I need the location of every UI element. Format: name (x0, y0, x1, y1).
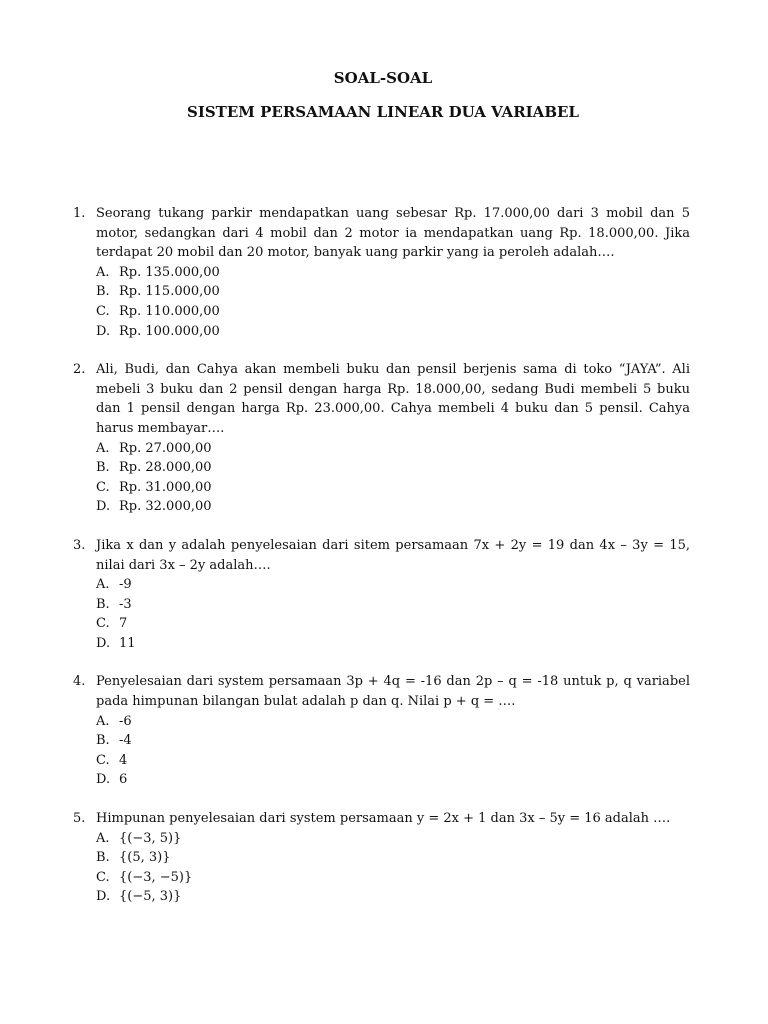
option-letter: A. (96, 264, 110, 280)
option-letter: B. (96, 850, 110, 866)
option-text: -4 (119, 733, 132, 749)
option-letter: C. (96, 303, 110, 319)
option-text: -6 (119, 713, 132, 729)
option-text: 7 (119, 616, 128, 632)
option-letter: D. (96, 889, 111, 905)
answer-options (96, 575, 690, 653)
question-number: 5. (73, 811, 86, 827)
option-letter: D. (96, 772, 111, 788)
answer-options (96, 263, 690, 341)
question-3 (73, 536, 690, 654)
option-c (96, 478, 690, 498)
option-text: {(−3, 5)} (119, 830, 182, 846)
option-letter: B. (96, 284, 110, 300)
option-b (96, 458, 690, 478)
option-letter: B. (96, 596, 110, 612)
option-a (96, 829, 690, 849)
option-c (96, 751, 690, 771)
option-b (96, 848, 690, 868)
option-a (96, 263, 690, 283)
option-letter: A. (96, 440, 110, 456)
option-letter: B. (96, 460, 110, 476)
question-text: Penyelesaian dari system persamaan 3p + 4q = -16 dan 2p – q = -18 untuk p, q variabel pada himpunan bilangan bulat adalah p dan q. Nilai p + q = …. (96, 674, 690, 710)
question-text: Seorang tukang parkir mendapatkan uang sebesar Rp. 17.000,00 dari 3 mobil dan 5 motor, sedangkan dari 4 mobil dan 2 motor ia mendapatkan uang Rp. 18.000,00. Jika terdapat 20 mobil dan 20 motor, banyak uang parkir yang ia peroleh adalah…. (96, 206, 690, 261)
option-letter: D. (96, 635, 111, 651)
option-text: 11 (119, 635, 136, 651)
question-text: Himpunan penyelesaian dari system persamaan y = 2x + 1 dan 3x – 5y = 16 adalah …. (96, 811, 671, 827)
option-text: -9 (119, 577, 132, 593)
option-letter: C. (96, 479, 110, 495)
question-5 (73, 809, 690, 907)
option-letter: C. (96, 752, 110, 768)
option-text: 4 (119, 752, 128, 768)
option-text: Rp. 28.000,00 (119, 460, 212, 476)
question-text: Jika x dan y adalah penyelesaian dari sitem persamaan 7x + 2y = 19 dan 4x – 3y = 15, nilai dari 3x – 2y adalah…. (96, 537, 690, 573)
option-letter: B. (96, 733, 110, 749)
option-c (96, 868, 690, 888)
option-text: {(5, 3)} (119, 850, 171, 866)
option-text: {(−5, 3)} (119, 889, 182, 905)
option-letter: C. (96, 616, 110, 632)
option-b (96, 282, 690, 302)
question-number: 3. (73, 537, 86, 553)
option-text: {(−3, −5)} (119, 869, 193, 885)
question-4 (73, 672, 690, 790)
option-letter: A. (96, 830, 110, 846)
option-c (96, 302, 690, 322)
option-letter: D. (96, 499, 111, 515)
option-c (96, 614, 690, 634)
answer-options (96, 439, 690, 517)
option-b (96, 595, 690, 615)
question-2 (73, 360, 690, 517)
option-b (96, 731, 690, 751)
option-a (96, 712, 690, 732)
question-number: 2. (73, 362, 86, 378)
option-letter: A. (96, 577, 110, 593)
answer-options (96, 829, 690, 907)
option-letter: C. (96, 869, 110, 885)
option-d (96, 497, 690, 517)
option-letter: A. (96, 713, 110, 729)
option-text: Rp. 135.000,00 (119, 264, 220, 280)
question-list (73, 204, 690, 907)
document-title: SOAL-SOAL (333, 69, 433, 87)
question-text: Ali, Budi, dan Cahya akan membeli buku dan pensil berjenis sama di toko “JAYA”. Ali mebeli 3 buku dan 2 pensil dengan harga Rp. 18.000,00, sedang Budi membeli 5 buku dan 1 pensil dengan harga Rp. 23.000,00. Cahya membeli 4 buku dan 5 pensil. Cahya harus membayar…. (96, 362, 690, 436)
option-text: Rp. 100.000,00 (119, 323, 220, 339)
option-text: Rp. 32.000,00 (119, 499, 212, 515)
option-a (96, 575, 690, 595)
option-text: -3 (119, 596, 132, 612)
option-d (96, 322, 690, 342)
option-d (96, 770, 690, 790)
question-number: 4. (73, 674, 86, 690)
question-1 (73, 204, 690, 341)
option-letter: D. (96, 323, 111, 339)
option-text: 6 (119, 772, 128, 788)
option-a (96, 439, 690, 459)
answer-options (96, 712, 690, 790)
question-number: 1. (73, 206, 86, 221)
option-d (96, 634, 690, 654)
option-text: Rp. 31.000,00 (119, 479, 212, 495)
document-subtitle: SISTEM PERSAMAAN LINEAR DUA VARIABEL (187, 103, 579, 121)
option-text: Rp. 110.000,00 (119, 303, 220, 319)
option-text: Rp. 27.000,00 (119, 440, 212, 456)
option-d (96, 887, 690, 907)
option-text: Rp. 115.000,00 (119, 284, 220, 300)
